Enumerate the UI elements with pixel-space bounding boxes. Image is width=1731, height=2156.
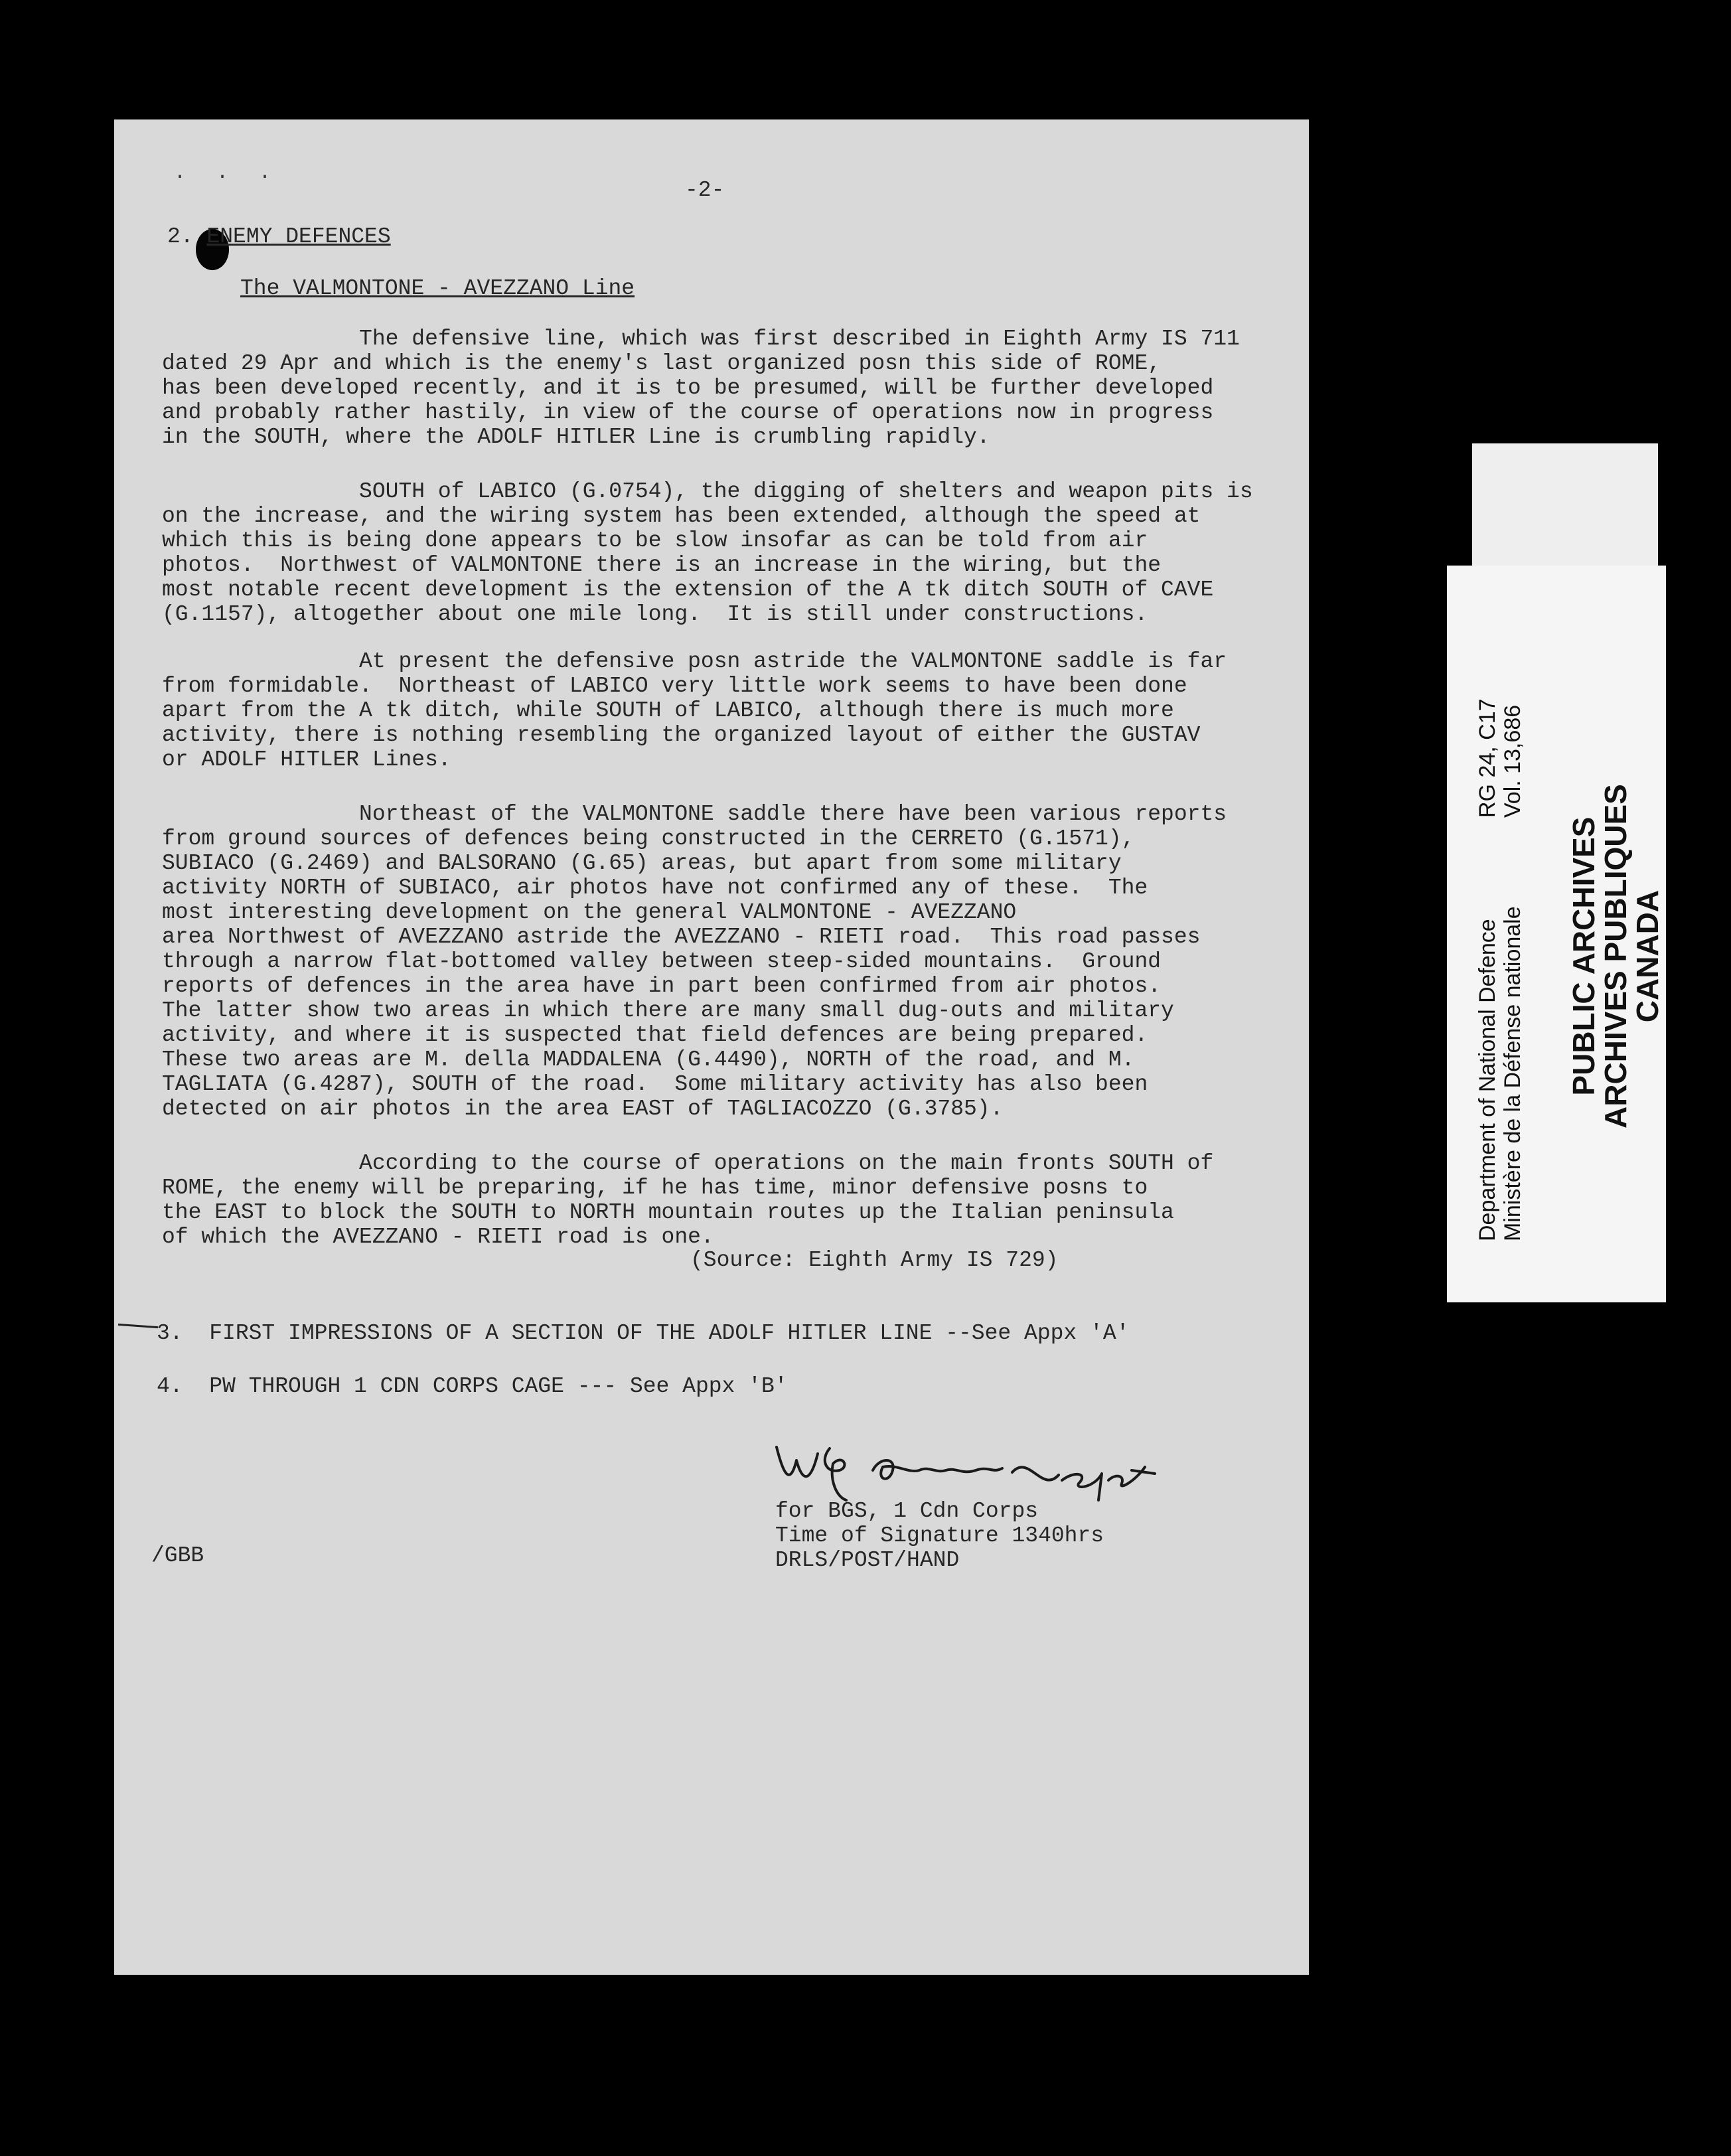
paragraph-line: These two areas are M. della MADDALENA (G.4490), NORTH of the road, and M. <box>162 1047 1135 1072</box>
paragraph-line: activity, and where it is suspected that field defences are being prepared. <box>162 1023 1148 1047</box>
archive-department-line: Ministère de la Défense nationale <box>1500 906 1525 1241</box>
paragraph-line: The defensive line, which was first described in Eighth Army IS 711 <box>162 327 1240 351</box>
archive-department-line: Department of National Defence <box>1475 919 1500 1241</box>
paragraph-line: apart from the A tk ditch, while SOUTH of LABICO, although there is much more <box>162 698 1174 723</box>
paragraph-line: has been developed recently, and it is to be presumed, will be further developed <box>162 376 1214 400</box>
signature-line: Time of Signature 1340hrs <box>775 1523 1104 1548</box>
signature-block <box>775 1499 1104 1573</box>
archive-title-line: ARCHIVES PUBLIQUES <box>1598 784 1633 1128</box>
paragraph-line: and probably rather hastily, in view of the course of operations now in progress <box>162 400 1214 425</box>
paragraph-line: activity NORTH of SUBIACO, air photos have not confirmed any of these. The <box>162 876 1148 900</box>
item-number: 3. <box>157 1321 183 1346</box>
archive-department <box>1475 906 1525 1241</box>
paragraph-line: reports of defences in the area have in part been confirmed from air photos. <box>162 974 1162 998</box>
paragraph-line: which this is being done appears to be slow insofar as can be told from air <box>162 528 1148 553</box>
ink-specks: · · · <box>174 166 281 189</box>
paragraph-line: area Northwest of AVEZZANO astride the AVEZZANO - RIETI road. This road passes <box>162 925 1201 949</box>
signature-line: DRLS/POST/HAND <box>775 1548 960 1573</box>
paragraph-line: dated 29 Apr and which is the enemy's last organized posn this side of ROME, <box>162 351 1162 376</box>
paragraph-line: SUBIACO (G.2469) and BALSORANO (G.65) areas, but apart from some military <box>162 851 1122 876</box>
paragraph-line: At present the defensive posn astride the VALMONTONE saddle is far <box>162 649 1227 674</box>
archive-title-line: PUBLIC ARCHIVES <box>1566 816 1601 1096</box>
paragraph-line: on the increase, and the wiring system has been extended, although the speed at <box>162 504 1201 528</box>
section-number: 2. <box>167 224 194 249</box>
paragraph-line: through a narrow flat-bottomed valley between steep-sided mountains. Ground <box>162 949 1162 974</box>
paragraph-line: activity, there is nothing resembling the organized layout of either the GUSTAV <box>162 723 1201 747</box>
archive-title-line: CANADA <box>1630 889 1665 1023</box>
paragraph-line: Northeast of the VALMONTONE saddle there have been various reports <box>162 802 1227 826</box>
archive-reference-line: RG 24, C17 <box>1475 698 1500 818</box>
paragraph-2 <box>162 479 1253 627</box>
archive-reference-line: Vol. 13,686 <box>1500 704 1525 818</box>
archive-title <box>1568 784 1663 1128</box>
paragraph-line: most interesting development on the general VALMONTONE - AVEZZANO <box>162 900 1017 925</box>
paragraph-line: ROME, the enemy will be preparing, if he has time, minor defensive posns to <box>162 1176 1148 1200</box>
source-citation: (Source: Eighth Army IS 729) <box>690 1248 1059 1272</box>
paragraph-line: The latter show two areas in which there are many small dug-outs and military <box>162 998 1174 1023</box>
paragraph-line: of which the AVEZZANO - RIETI road is one. <box>162 1225 714 1249</box>
typist-initials: /GBB <box>151 1543 204 1568</box>
paragraph-3 <box>162 649 1227 772</box>
item-number: 4. <box>157 1374 183 1399</box>
paragraph-line: photos. Northwest of VALMONTONE there is an increase in the wiring, but the <box>162 553 1162 578</box>
paragraph-1 <box>162 327 1240 449</box>
paragraph-line: from formidable. Northeast of LABICO very little work seems to have been done <box>162 674 1187 698</box>
item-text: FIRST IMPRESSIONS OF A SECTION OF THE ADOLF HITLER LINE --See Appx 'A' <box>209 1321 1130 1346</box>
paragraph-line: SOUTH of LABICO (G.0754), the digging of shelters and weapon pits is <box>162 479 1253 504</box>
section-title: ENEMY DEFENCES <box>206 224 391 249</box>
paragraph-line: or ADOLF HITLER Lines. <box>162 747 451 772</box>
paragraph-line: the EAST to block the SOUTH to NORTH mountain routes up the Italian peninsula <box>162 1200 1174 1225</box>
paragraph-4 <box>162 802 1227 1121</box>
handwritten-signature <box>763 1434 1162 1507</box>
section-subtitle: The VALMONTONE - AVEZZANO Line <box>240 276 635 301</box>
paragraph-line: TAGLIATA (G.4287), SOUTH of the road. Some military activity has also been <box>162 1072 1148 1097</box>
paragraph-line: According to the course of operations on the main fronts SOUTH of <box>162 1151 1214 1176</box>
paragraph-line: most notable recent development is the extension of the A tk ditch SOUTH of CAVE <box>162 578 1214 602</box>
paragraph-5 <box>162 1151 1213 1249</box>
paragraph-line: (G.1157), altogether about one mile long. It is still under constructions. <box>162 602 1148 627</box>
list-item <box>157 1321 1129 1346</box>
page-number: -2- <box>685 178 725 202</box>
item-text: PW THROUGH 1 CDN CORPS CAGE --- See Appx 'B' <box>209 1374 788 1399</box>
section-heading <box>167 224 391 249</box>
paragraph-line: detected on air photos in the area EAST of TAGLIACOZZO (G.3785). <box>162 1097 1004 1121</box>
paragraph-line: in the SOUTH, where the ADOLF HITLER Line is crumbling rapidly. <box>162 425 990 449</box>
list-item <box>157 1374 788 1399</box>
archive-reference <box>1475 698 1525 818</box>
paragraph-line: from ground sources of defences being constructed in the CERRETO (G.1571), <box>162 826 1135 851</box>
signature-line: for BGS, 1 Cdn Corps <box>775 1499 1039 1523</box>
